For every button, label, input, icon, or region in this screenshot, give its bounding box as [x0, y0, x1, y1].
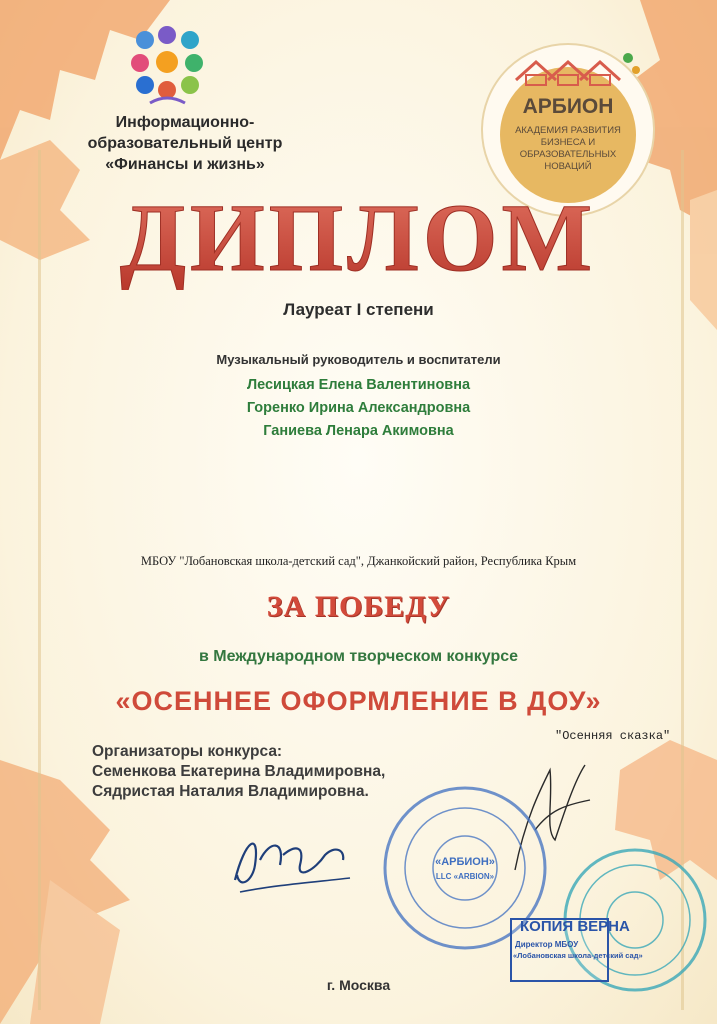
victory-heading: ЗА ПОБЕДУ [266, 590, 451, 623]
arbion-line-3: ОБРАЗОВАТЕЛЬНЫХ [519, 149, 617, 160]
participant-name-3: Ганиева Ленара Акимовна [263, 423, 454, 439]
arbion-name: АРБИОН [522, 95, 614, 118]
diploma-title [0, 190, 717, 290]
copy-certified-label: КОПИЯ ВЕРНА [520, 918, 630, 935]
participant-role: Музыкальный руководитель и воспитатели [216, 352, 501, 367]
copy-certified-role: Директор МБОУ [515, 940, 579, 949]
organization-name [40, 112, 330, 175]
organization-line-2: образовательный центр [87, 135, 283, 152]
participant-names [0, 374, 717, 443]
arbion-line-1: АКАДЕМИЯ РАЗВИТИЯ [515, 125, 621, 136]
arbion-seal-center: «АРБИОН» [435, 856, 495, 868]
organization-line-3: «Финансы и жизнь» [105, 156, 265, 173]
organizers-label: Организаторы конкурса: [92, 743, 283, 760]
contest-name: «ОСЕННЕЕ ОФОРМЛЕНИЕ В ДОУ» [115, 686, 602, 716]
organization-line-1: Информационно- [115, 114, 255, 131]
laureate-degree: Лауреат I степени [283, 300, 434, 319]
arbion-line-4: НОВАЦИЙ [544, 161, 592, 172]
organizer-1: Семенкова Екатерина Владимировна, [92, 763, 386, 780]
arbion-seal-center-2: LLC «ARBION» [435, 872, 495, 881]
contest-intro: в Международном творческом конкурсе [198, 648, 519, 665]
participant-name-2: Горенко Ирина Александровна [246, 400, 471, 416]
work-title: "Осенняя сказка" [555, 729, 671, 743]
participant-name-1: Лесицкая Елена Валентиновна [246, 377, 471, 393]
city: г. Москва [326, 977, 391, 993]
finance-life-logo-icon [120, 15, 215, 110]
school-name: МБОУ "Лобановская школа-детский сад", Джанкойский район, Республика Крым [140, 554, 577, 568]
organizer-2: Сядристая Наталия Владимировна. [92, 783, 369, 800]
arbion-line-2: БИЗНЕСА И [540, 137, 596, 148]
diploma-title-text: ДИПЛОМ [119, 190, 597, 290]
organizers-block [92, 742, 385, 802]
signature-organizer-1 [225, 820, 355, 900]
copy-certified-school: «Лобановская школа-детский сад» [513, 951, 643, 960]
